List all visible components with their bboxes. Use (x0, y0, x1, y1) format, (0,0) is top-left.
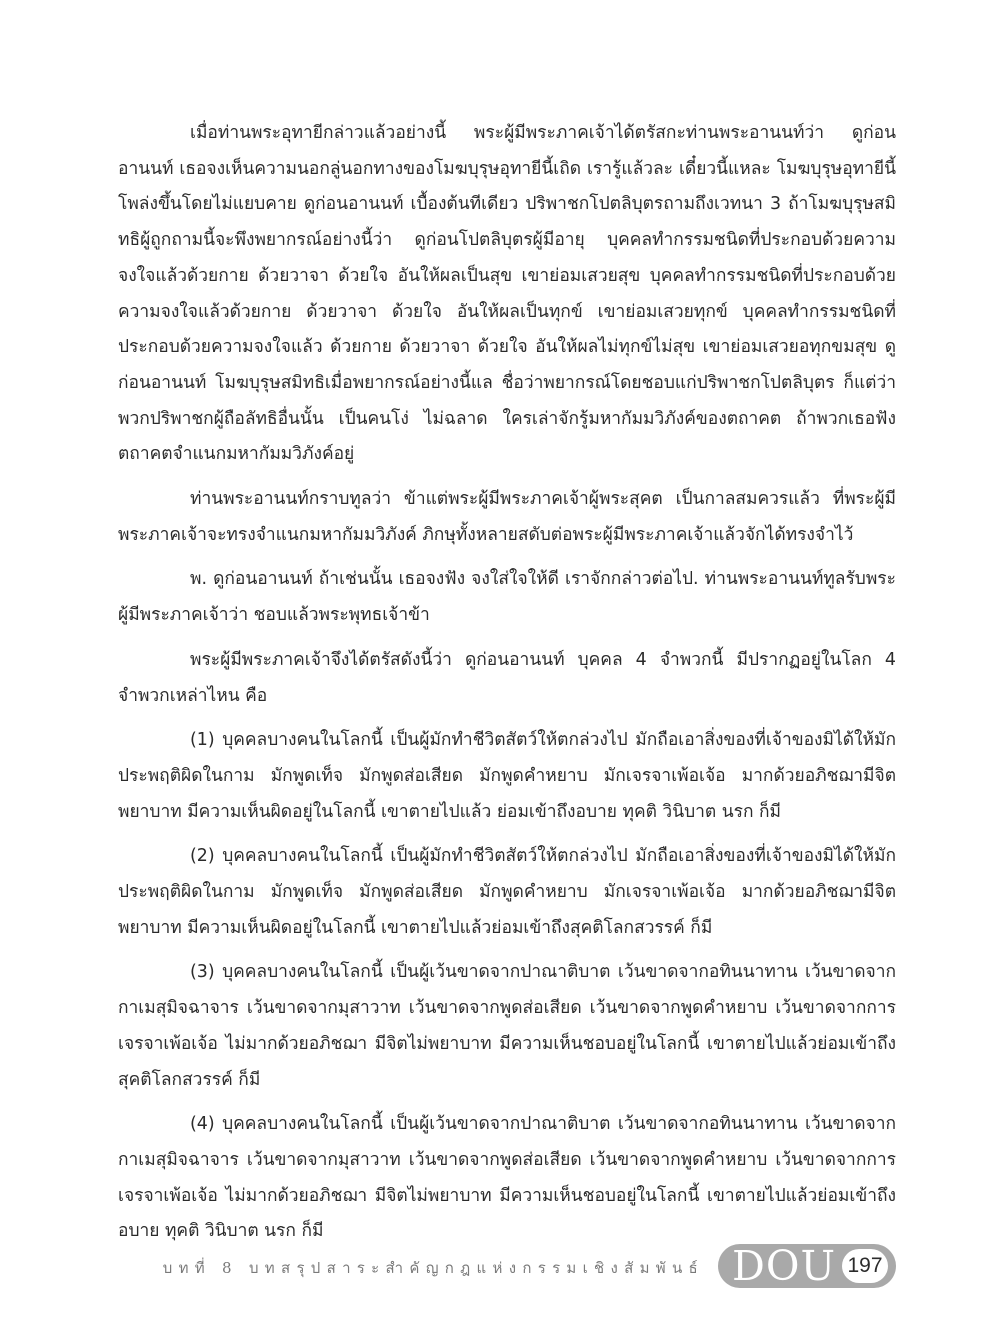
chapter-title: บทที่ 8 บทสรุปสาระสำคัญกฎแห่งกรรมเชิงสัมพันธ์ (162, 1259, 704, 1277)
page-footer (0, 1238, 1000, 1298)
page-number: 197 (842, 1249, 888, 1283)
paragraph-person-1: (1) บุคคลบางคนในโลกนี้ เป็นผู้มักทำชีวิตสัตว์ให้ตกล่วงไป มักถือเอาสิ่งของที่เจ้าของมิได้ให้มักประพฤติผิดในกาม มักพูดเท็จ มักพูดส่อเสียด มักพูดคำหยาบ มักเจรจาเพ้อเจ้อ มากด้วยอภิชฌามีจิตพยาบาท มีความเห็นผิดอยู่ในโลกนี้ เขาตายไปแล้ว ย่อมเข้าถึงอบาย ทุคติ วินิบาต นรก ก็มี (118, 730, 896, 822)
paragraph-person-4: (4) บุคคลบางคนในโลกนี้ เป็นผู้เว้นขาดจากปาณาติบาต เว้นขาดจากอทินนาทาน เว้นขาดจากกาเมสุมิจฉาจาร เว้นขาดจากมุสาวาท เว้นขาดจากพูดส่อเสียด เว้นขาดจากพูดคำหยาบ เว้นขาดจากการเจรจาเพ้อเจ้อ ไม่มากด้วยอภิชฌา มีจิตไม่พยาบาท มีความเห็นชอบอยู่ในโลกนี้ เขาตายไปแล้วย่อมเข้าถึงอบาย ทุคติ วินิบาต นรก ก็มี (118, 1114, 896, 1242)
paragraph-buddha-reply: พ. ดูก่อนอานนท์ ถ้าเช่นนั้น เธอจงฟัง จงใส่ใจให้ดี เราจักกล่าวต่อไป. ท่านพระอานนท์ทูลรับพระผู้มีพระภาคเจ้าว่า ชอบแล้วพระพุทธเจ้าข้า (118, 569, 896, 626)
dou-logo: DOU (732, 1242, 837, 1290)
paragraph-ananda-request: ท่านพระอานนท์กราบทูลว่า ข้าแต่พระผู้มีพระภาคเจ้าผู้พระสุคต เป็นกาลสมควรแล้ว ที่พระผู้มีพระภาคเจ้าจะทรงจำแนกมหากัมมวิภังค์ ภิกษุทั้งหลายสดับต่อพระผู้มีพระภาคเจ้าแล้วจักได้ทรงจำไว้ (118, 489, 896, 545)
paragraph-person-3: (3) บุคคลบางคนในโลกนี้ เป็นผู้เว้นขาดจากปาณาติบาต เว้นขาดจากอทินนาทาน เว้นขาดจากกาเมสุมิจฉาจาร เว้นขาดจากมุสาวาท เว้นขาดจากพูดส่อเสียด เว้นขาดจากพูดคำหยาบ เว้นขาดจากการเจรจาเพ้อเจ้อ ไม่มากด้วยอภิชฌา มีจิตไม่พยาบาท มีความเห็นชอบอยู่ในโลกนี้ เขาตายไปแล้วย่อมเข้าถึงสุคติโลกสวรรค์ ก็มี (118, 962, 896, 1090)
paragraph-udayi-discourse: เมื่อท่านพระอุทายีกล่าวแล้วอย่างนี้ พระผู้มีพระภาคเจ้าได้ตรัสกะท่านพระอานนท์ว่า ดูก่อนอานนท์ เธอจงเห็นความนอกลู่นอกทางของโมฆบุรุษอุทายีนี้เถิด เรารู้แล้วละ เดี๋ยวนี้แหละ โมฆบุรุษอุทายีนี้โพล่งขึ้นโดยไม่แยบคาย ดูก่อนอานนท์ เบื้องต้นทีเดียว ปริพาชกโปตลิบุตรถามถึงเวทนา 3 ถ้าโมฆบุรุษสมิทธิผู้ถูกถามนี้จะพึงพยากรณ์อย่างนี้ว่า ดูก่อนโปตลิบุตรผู้มีอายุ บุคคลทำกรรมชนิดที่ประกอบด้วยความจงใจแล้วด้วยกาย ด้วยวาจา ด้วยใจ อันให้ผลเป็นสุข เขาย่อมเสวยสุข บุคคลทำกรรมชนิดที่ประกอบด้วยความจงใจแล้วด้วยกาย ด้วยวาจา ด้วยใจ อันให้ผลเป็นทุกข์ เขาย่อมเสวยทุกข์ บุคคลทำกรรมชนิดที่ประกอบด้วยความจงใจแล้ว ด้วยกาย ด้วยวาจา ด้วยใจ อันให้ผลไม่ทุกข์ไม่สุข เขาย่อมเสวยอทุกขมสุข ดูก่อนอานนท์ โมฆบุรุษสมิทธิเมื่อพยากรณ์อย่างนี้แล ชื่อว่าพยากรณ์โดยชอบแก่ปริพาชกโปตลิบุตร ก็แต่ว่าพวกปริพาชกผู้ถือลัทธิอื่นนั้น เป็นคนโง่ ไม่ฉลาด ใครเล่าจักรู้มหากัมมวิภังค์ของตถาคต ถ้าพวกเธอฟังตถาคตจำแนกมหากัมมวิภังค์อยู่ (118, 123, 896, 465)
page-badge (718, 1244, 896, 1288)
document-body (118, 116, 896, 1259)
paragraph-person-2: (2) บุคคลบางคนในโลกนี้ เป็นผู้มักทำชีวิตสัตว์ให้ตกล่วงไป มักถือเอาสิ่งของที่เจ้าของมิได้ให้มักประพฤติผิดในกาม มักพูดเท็จ มักพูดส่อเสียด มักพูดคำหยาบ มักเจรจาเพ้อเจ้อ มากด้วยอภิชฌามีจิตพยาบาท มีความเห็นผิดอยู่ในโลกนี้ เขาตายไปแล้วย่อมเข้าถึงสุคติโลกสวรรค์ ก็มี (118, 846, 896, 938)
paragraph-four-persons-intro: พระผู้มีพระภาคเจ้าจึงได้ตรัสดังนี้ว่า ดูก่อนอานนท์ บุคคล 4 จำพวกนี้ มีปรากฏอยู่ในโลก 4 จำพวกเหล่าไหน คือ (118, 649, 896, 706)
